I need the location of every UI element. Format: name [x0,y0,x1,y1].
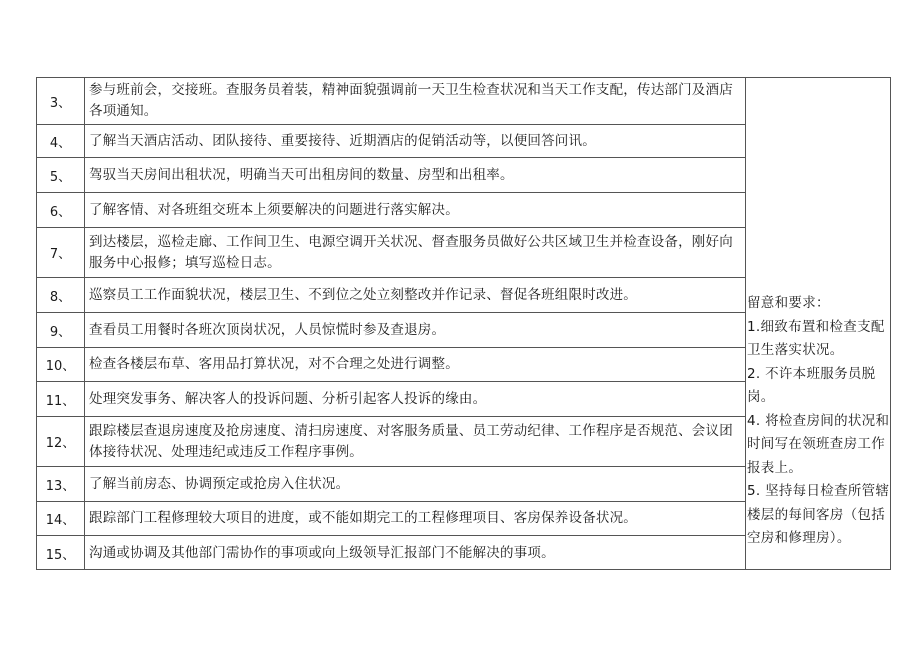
row-number: 3、 [49,95,72,111]
table-row [37,502,746,536]
note-item: 2. 不许本班服务员脱岗。 [747,365,876,405]
row-number: 10、 [45,359,76,374]
row-number: 9、 [49,324,72,340]
row-number: 4、 [49,135,72,151]
note-item: 5. 坚持每日检查所管辖楼层的每间客房（包括空房和修理房）。 [747,483,890,546]
row-text: 驾驭当天房间出租状况，明确当天可出租房间的数量、房型和出租率。 [89,166,514,183]
row-number: 13、 [45,478,76,494]
row-text: 巡察员工工作面貌状况，楼层卫生、不到位之处立刻整改并作记录、督促各班组限时改进。 [89,286,637,303]
table-row [37,536,746,570]
row-text: 了解客情、对各班组交班本上须要解决的问题进行落实解决。 [89,201,459,218]
row-text: 处理突发事务、解决客人的投诉问题、分析引起客人投诉的缘由。 [89,390,487,407]
duty-table [36,77,891,570]
row-number: 8、 [49,289,72,305]
row-text: 检查各楼层布草、客用品打算状况，对不合理之处进行调整。 [89,356,459,372]
table-row [37,193,746,228]
table-row [37,125,746,158]
table-row [37,228,746,278]
table-row [37,467,746,502]
table-row [37,158,746,193]
row-number: 14、 [45,513,76,528]
row-number: 6、 [49,204,72,220]
row-text: 了解当天酒店活动、团队接待、重要接待、近期酒店的促销活动等，以便回答问讯。 [89,132,596,149]
note-item: 1.细致布置和检查支配卫生落实状况。 [747,318,885,358]
note-item: 4. 将检查房间的状况和时间写在领班查房工作报表上。 [747,412,890,476]
row-number: 15、 [45,547,76,563]
row-number: 7、 [49,247,72,262]
row-text: 查看员工用餐时各班次顶岗状况，人员惊慌时参及查退房。 [89,321,446,338]
table-row [37,348,746,382]
row-text: 沟通或协调及其他部门需协作的事项或向上级领导汇报部门不能解决的事项。 [89,544,555,561]
row-text: 参与班前会，交接班。查服务员着装，精神面貌强调前一天卫生检查状况和当天工作支配，传达部门及酒店各项通知。 [89,82,733,119]
table-row [37,417,746,467]
row-number: 11、 [45,393,76,409]
requirements-notes [747,292,891,551]
row-text: 了解当前房态、协调预定或抢房入住状况。 [89,475,350,492]
row-text: 跟踪楼层查退房速度及抢房速度、清扫房速度、对客服务质量、员工劳动纪律、工作程序是否规范、会议团体接待状况、处理违纪或违反工作程序事例。 [89,422,733,460]
table-row [37,382,746,417]
notes-heading: 留意和要求： [747,295,830,311]
row-text: 跟踪部门工程修理较大项目的进度，或不能如期完工的工程修理项目、客房保养设备状况。 [89,510,637,526]
table-row [37,78,746,125]
table-row [37,278,746,313]
row-number: 12、 [45,436,76,451]
table-row [37,313,746,348]
row-number: 5、 [49,169,72,185]
row-text: 到达楼层，巡检走廊、工作间卫生、电源空调开关状况、督查服务员做好公共区域卫生并检查设备，刚好向服务中心报修；填写巡检日志。 [89,233,733,271]
